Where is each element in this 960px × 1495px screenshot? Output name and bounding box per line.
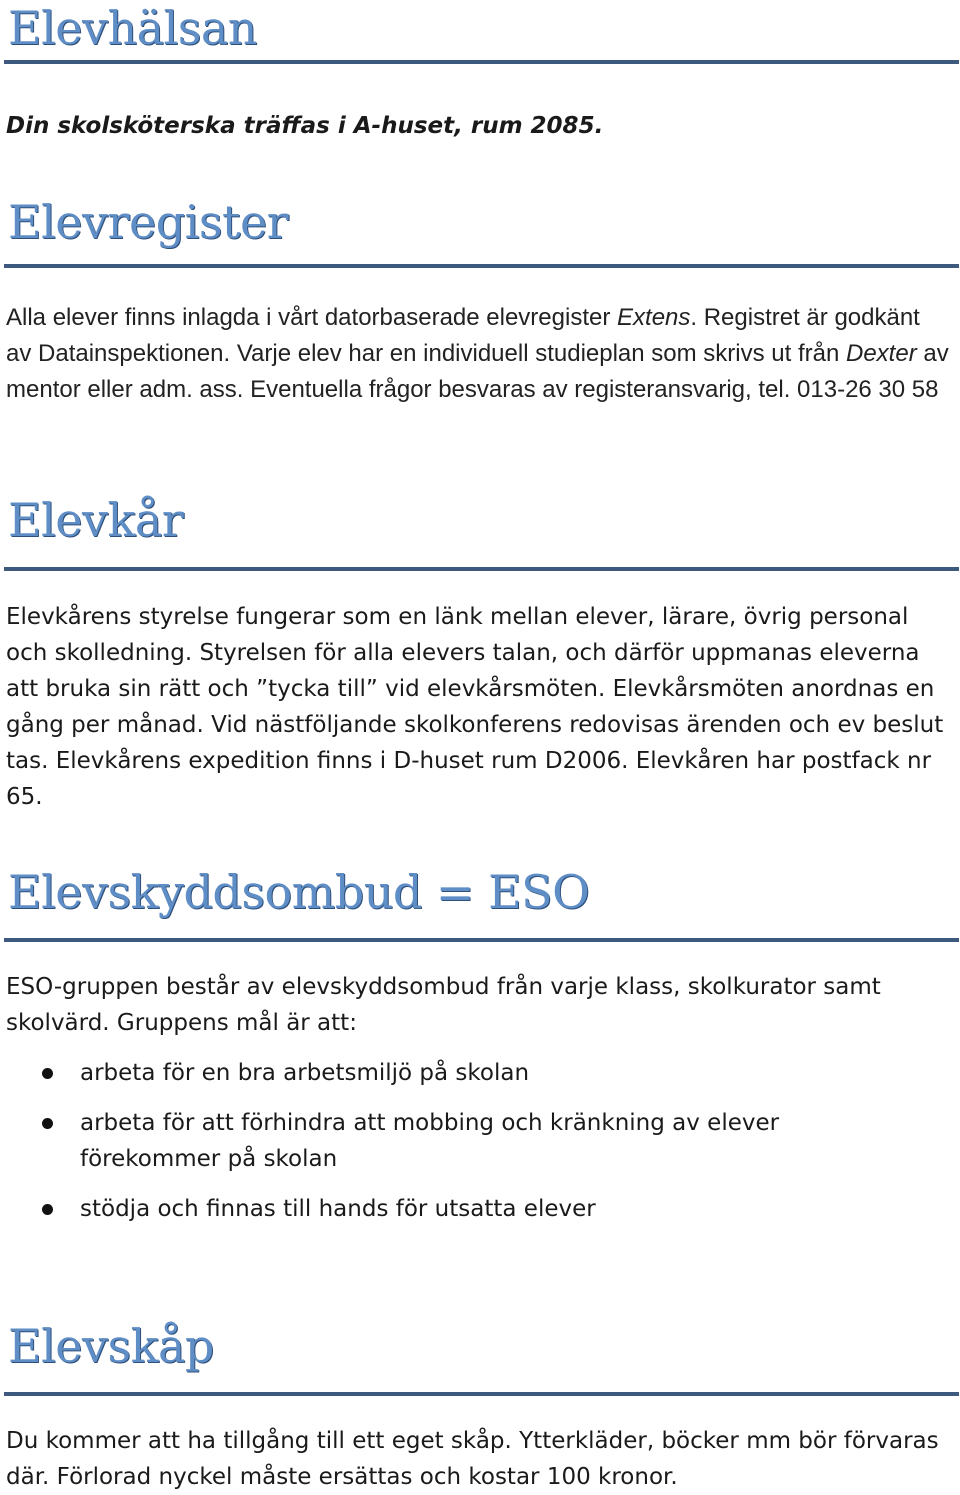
section-rule: [4, 938, 959, 942]
dexter-name: Dexter: [846, 340, 917, 367]
eso-goals-list: [0, 1055, 900, 1227]
elevregister-text: [6, 300, 951, 408]
phone-number: 013-26 30 58: [797, 376, 939, 403]
extens-name: Extens: [617, 304, 691, 331]
bullet-icon: [42, 1068, 53, 1079]
section-rule: [4, 1392, 959, 1396]
elevskap-text: Du kommer att ha tillgång till ett eget skåp. Ytterkläder, böcker mm bör förvaras där. Förlorad nyckel måste ersättas och kostar 100 kronor.: [6, 1428, 939, 1490]
list-item: [0, 1055, 900, 1091]
list-item-text: stödja och finnas till hands för utsatta elever: [80, 1196, 596, 1222]
heading-elevregister: Elevregister: [8, 195, 289, 249]
list-item: [0, 1105, 900, 1177]
elevregister-text-2: . Registret är godkänt av Datainspektionen. Varje elev har en individuell studieplan som skrivs ut från: [6, 304, 920, 367]
elevregister-text-3: av mentor eller adm. ass. Eventuella frågor besvaras av registeransvarig, tel.: [6, 340, 949, 403]
elevregister-text-1: Alla elever finns inlagda i vårt datorbaserade elevregister: [6, 304, 618, 331]
heading-elevkar: Elevkår: [8, 493, 184, 547]
bullet-icon: [42, 1204, 53, 1215]
eso-intro: ESO-gruppen består av elevskyddsombud från varje klass, skolkurator samt skolvärd. Gruppens mål är att:: [6, 974, 881, 1036]
heading-elevskap: Elevskåp: [8, 1319, 214, 1373]
list-item: [0, 1191, 900, 1227]
bullet-icon: [42, 1118, 53, 1129]
heading-eso: Elevskyddsombud = ESO: [8, 865, 590, 919]
list-item-text: arbeta för en bra arbetsmiljö på skolan: [80, 1060, 530, 1086]
section-rule: [4, 567, 959, 571]
section-rule: [4, 264, 959, 268]
heading-elevhalsan: Elevhälsan: [8, 1, 257, 55]
elevkar-text: Elevkårens styrelse fungerar som en länk mellan elever, lärare, övrig personal och skolledning. Styrelsen för alla elevers talan, och därför uppmanas eleverna att bruka sin rätt och ”tycka till” vid elevkårsmöten. Elevkårsmöten anordnas en gång per månad. Vid nästföljande skolkonferens redovisas ärenden och ev beslut tas. Elevkårens expedition finns i D-huset rum D2006. Elevkåren har postfack nr 65.: [6, 604, 944, 810]
list-item-text: arbeta för att förhindra att mobbing och kränkning av elever förekommer på skolan: [80, 1110, 780, 1172]
elevhalsan-text: Din skolsköterska träffas i A-huset, rum 2085.: [6, 113, 604, 139]
section-rule: [4, 60, 959, 64]
